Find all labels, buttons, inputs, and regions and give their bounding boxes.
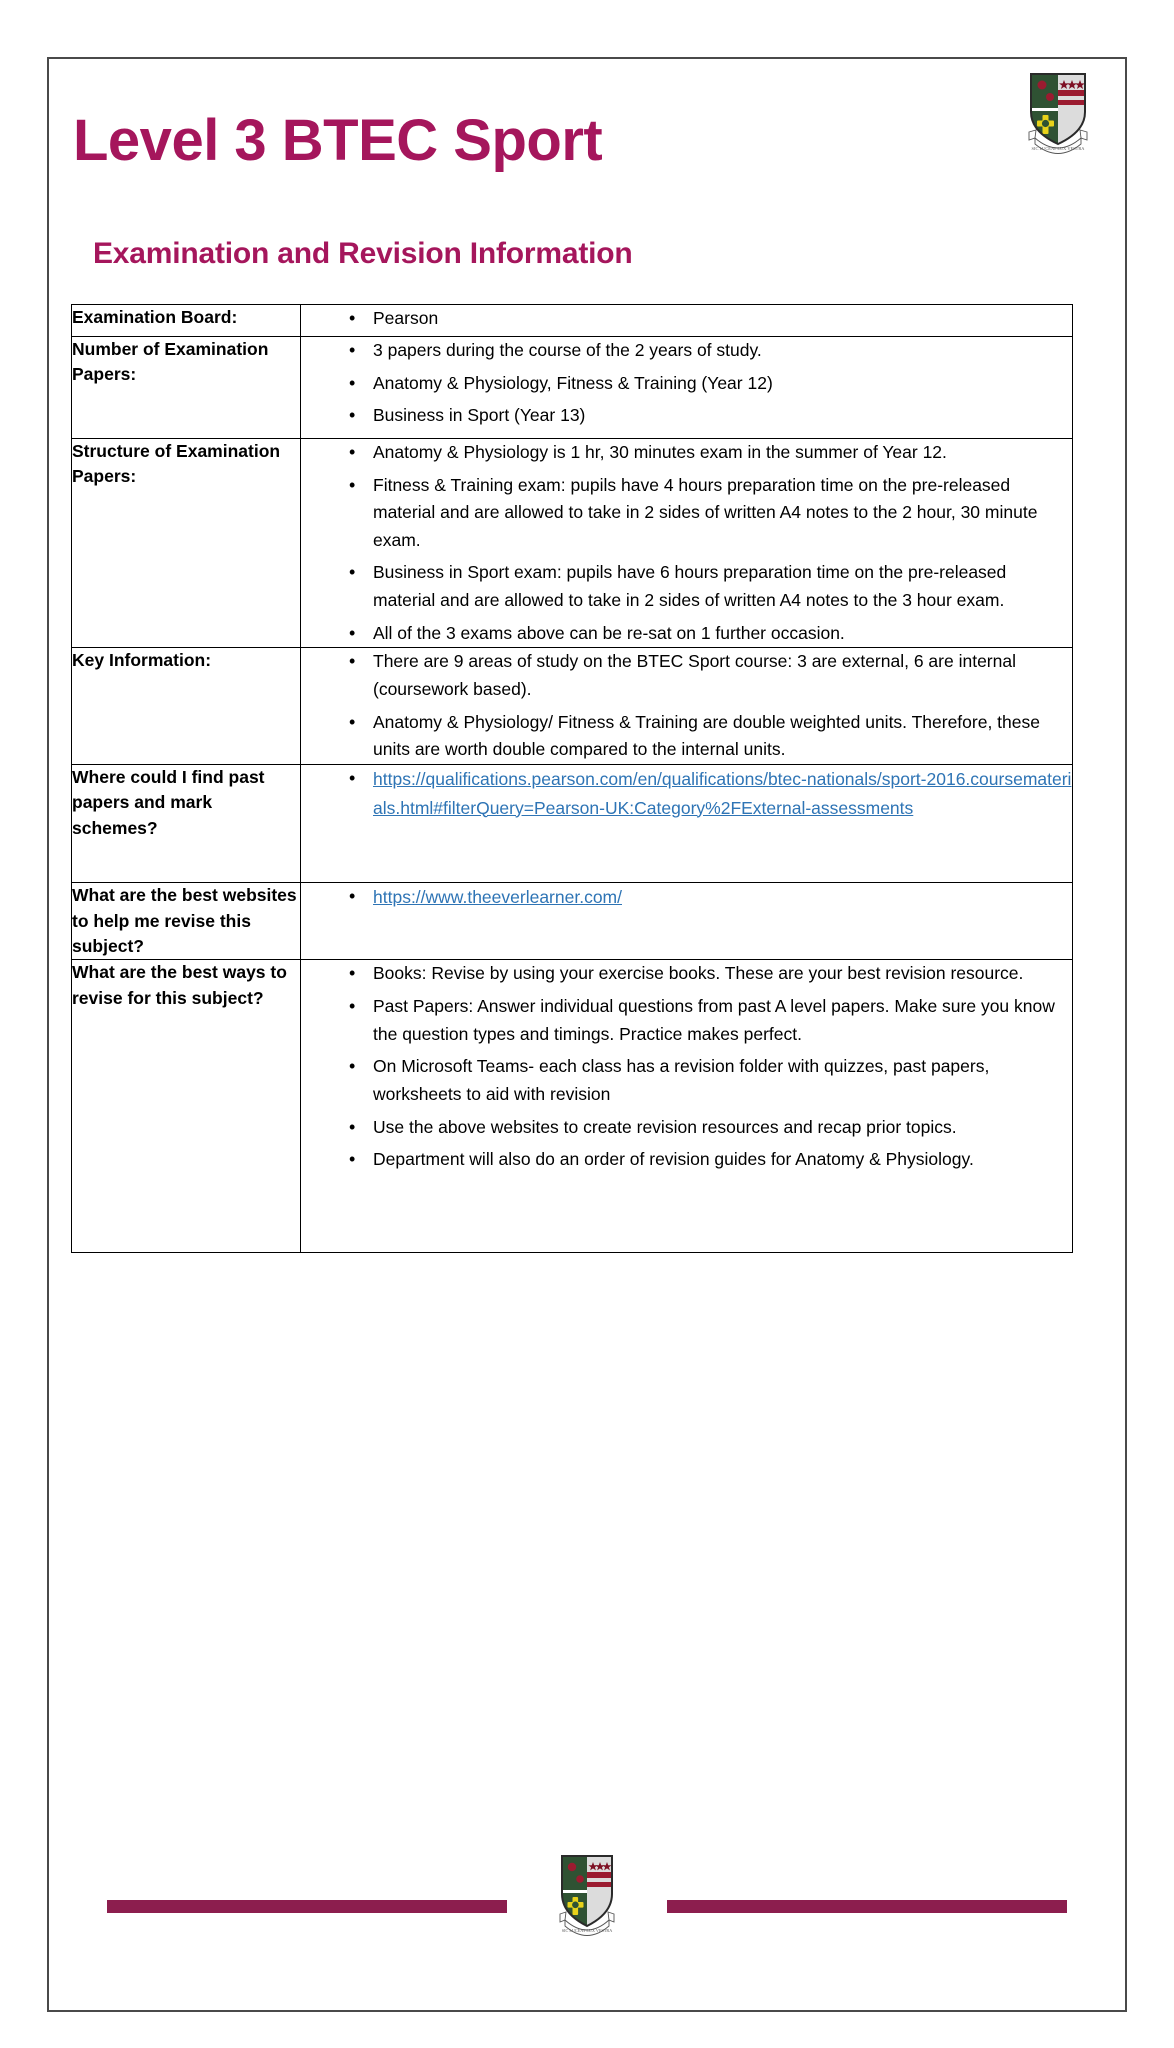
bullet-list xyxy=(301,883,1072,912)
list-item: • Use the above websites to create revision resources and recap prior topics. xyxy=(349,1114,1072,1142)
school-crest-icon xyxy=(555,1852,619,1944)
list-item: • Anatomy & Physiology/ Fitness & Training are double weighted units. Therefore, these units are worth double compared to the internal units. xyxy=(349,709,1072,764)
list-item: • All of the 3 exams above can be re-sat on 1 further occasion. xyxy=(349,620,1072,648)
revision-website-link[interactable]: https://www.theeverlearner.com/ xyxy=(373,887,622,908)
row-label: Structure of Examination Papers: xyxy=(72,438,301,647)
row-content xyxy=(301,883,1073,960)
table-row xyxy=(72,764,1073,882)
list-item: • 3 papers during the course of the 2 years of study. xyxy=(349,337,1072,365)
exam-information-table xyxy=(71,304,1073,1253)
list-item: • Past Papers: Answer individual questions from past A level papers. Make sure you know the question types and timings. Practice makes perfect. xyxy=(349,993,1072,1048)
table-row xyxy=(72,337,1073,439)
row-label: What are the best ways to revise for this subject? xyxy=(72,960,301,1252)
crest-motto-text: SIC LUCEAT LUX VESTRA xyxy=(561,1928,613,1933)
row-content xyxy=(301,960,1073,1252)
school-crest-icon xyxy=(1023,68,1093,151)
list-item: • Department will also do an order of revision guides for Anatomy & Physiology. xyxy=(349,1146,1072,1174)
row-label: Number of Examination Papers: xyxy=(72,337,301,439)
decorative-bar-left-icon xyxy=(107,1900,507,1913)
list-item: • Anatomy & Physiology is 1 hr, 30 minutes exam in the summer of Year 12. xyxy=(349,439,1072,467)
bullet-list xyxy=(301,439,1072,647)
list-item: • Business in Sport exam: pupils have 6 hours preparation time on the pre-released material and are allowed to take in 2 sides of written A4 notes to the 3 hour exam. xyxy=(349,559,1072,614)
document-page xyxy=(47,57,1127,2012)
list-item xyxy=(349,883,1072,912)
row-label: Examination Board: xyxy=(72,305,301,337)
bullet-list xyxy=(301,765,1072,822)
row-content xyxy=(301,764,1073,882)
row-content xyxy=(301,305,1073,337)
list-item: • On Microsoft Teams- each class has a revision folder with quizzes, past papers, worksheets to aid with revision xyxy=(349,1053,1072,1108)
list-item: • Anatomy & Physiology, Fitness & Training (Year 12) xyxy=(349,370,1072,398)
bullet-list xyxy=(301,960,1072,1173)
list-item: • There are 9 areas of study on the BTEC Sport course: 3 are external, 6 are internal (coursework based). xyxy=(349,648,1072,703)
list-item: • Business in Sport (Year 13) xyxy=(349,402,1072,430)
table-row xyxy=(72,648,1073,765)
row-content xyxy=(301,438,1073,647)
row-label: What are the best websites to help me revise this subject? xyxy=(72,883,301,960)
table-row xyxy=(72,883,1073,960)
bullet-list xyxy=(301,648,1072,764)
past-papers-link[interactable]: https://qualifications.pearson.com/en/qualifications/btec-nationals/sport-2016.coursematerials.html#filterQuery=Pearson-UK:Category%2FExternal-assessments xyxy=(373,768,1072,818)
decorative-bar-right-icon xyxy=(667,1900,1067,1913)
page-subtitle: Examination and Revision Information xyxy=(93,237,633,270)
spacer xyxy=(301,430,1072,438)
row-content xyxy=(301,337,1073,439)
table-row xyxy=(72,305,1073,337)
row-label: Key Information: xyxy=(72,648,301,765)
list-item xyxy=(349,765,1072,822)
row-content xyxy=(301,648,1073,765)
list-item: • Fitness & Training exam: pupils have 4 hours preparation time on the pre-released material and are allowed to take in 2 sides of written A4 notes to the 2 hour, 30 minute exam. xyxy=(349,472,1072,555)
bullet-list xyxy=(301,305,1072,333)
table-row xyxy=(72,438,1073,647)
list-item: • Pearson xyxy=(349,305,1072,333)
table-row xyxy=(72,960,1073,1252)
table-body xyxy=(72,305,1073,1253)
page-footer xyxy=(49,1842,1125,1962)
page-title: Level 3 BTEC Sport xyxy=(73,108,603,173)
crest-motto-text: SIC LUCEAT LUX VESTRA xyxy=(1031,146,1085,151)
list-item: • Books: Revise by using your exercise books. These are your best revision resource. xyxy=(349,960,1072,988)
row-label: Where could I find past papers and mark schemes? xyxy=(72,764,301,882)
bullet-list xyxy=(301,337,1072,430)
